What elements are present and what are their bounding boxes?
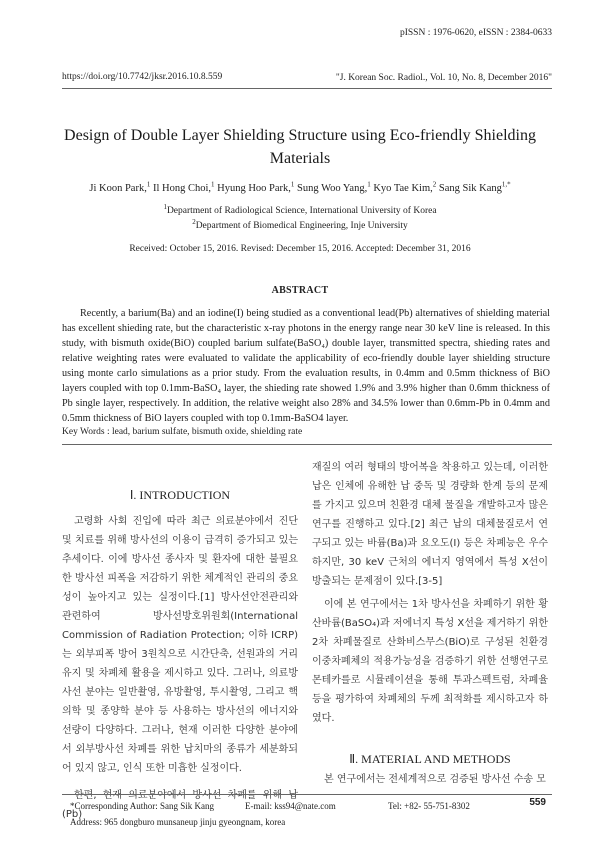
section-heading-introduction: Ⅰ. INTRODUCTION xyxy=(129,488,231,502)
manuscript-dates: Received: October 15, 2016. Revised: December 15, 2016. Accepted: December 31, 2016 xyxy=(129,244,471,254)
paragraph: 한편, 현재 의료분야에서 방사선 차폐를 위해 납(Pb) xyxy=(62,790,298,820)
footer-divider xyxy=(62,794,552,795)
keywords-divider xyxy=(62,444,552,445)
author-list xyxy=(40,180,560,194)
corresponding-tel: Tel: +82- 55-751-8302 xyxy=(388,801,470,811)
paragraph: 이에 본 연구에서는 1차 방사선을 차폐하기 위한 황산바륨(BaSO₄)과 저에너지 특성 X선을 제거하기 위한 2차 차폐물질로 산화비스무스(BiO)로 구성된 친환경 이중차폐체의 적용가능성을 검증하기 위한 선행연구로 몬테카를로 시뮬레이션을 통해 투과스펙트럼, 차폐율 등을 평가하여 차폐체의 두께 최적화를 제시하고자 하였다. xyxy=(312,599,548,724)
corresponding-email[interactable]: E-mail: kss94@nate.com xyxy=(245,801,336,811)
corresponding-author: *Corresponding Author: Sang Sik Kang xyxy=(70,801,214,811)
journal-citation: "J. Korean Soc. Radiol., Vol. 10, No. 8, December 2016" xyxy=(335,73,552,83)
corresponding-address: Address: 965 dongburo munsanеup jinju gyeongnam, korea xyxy=(70,817,286,827)
paper-title xyxy=(50,124,550,170)
affiliation-2: $^2$Department of Biomedical Engineering, Inje University xyxy=(192,217,408,231)
author: Kyo Tae Kim,$^2$ xyxy=(373,180,437,194)
left-column xyxy=(62,512,298,824)
right-column xyxy=(312,458,548,728)
doi-link[interactable]: https://doi.org/10.7742/jksr.2016.10.8.559 xyxy=(62,72,223,82)
affiliation-1: $^1$Department of Radiological Science, International University of Korea xyxy=(163,202,437,216)
author: Sung Woo Yang,$^1$ xyxy=(297,180,371,194)
paper-title-line-2: Materials xyxy=(269,150,331,167)
paragraph: 고령화 사회 진입에 따라 최근 의료분야에서 진단 및 치료를 위해 방사선의 이용이 급격히 증가되고 있는 추세이다. 이에 방사선 종사자 및 환자에 대한 불필요한 방사선 피폭을 저감하기 위한 체계적인 관리의 중요성이 높아지고 있는 실정이다.[1] 방사선안전관리와 관련하여 방사선방호위원회(International Commission of Radiation Protection; 이하 ICRP)는 외부피폭 방어 3원칙으로 시간단축, 선원과의 거리유지 및 차폐체 활용을 제시하고 있다. 그러나, 의료방사선 분야는 일반촬영, 유방촬영, 투시촬영, 그리고 핵의학 및 종양학 분야 등 사용하는 방사선의 에너지와 선량이 다양하다. 그러나, 현재 이러한 다양한 분야에서 외부방사선 차폐를 위한 납치마의 종류가 세분화되어 있지 않고, 인식 또한 미흡한 실정이다. xyxy=(62,516,298,774)
author: Il Hong Choi,$^1$ xyxy=(152,180,215,194)
author: Sang Sik Kang$^{1,*}$ xyxy=(438,180,511,194)
author: Ji Koon Park,$^1$ xyxy=(89,180,151,194)
right-column-continued xyxy=(312,770,548,789)
paragraph: 재질의 여러 형태의 방어복을 착용하고 있는데, 이러한 납은 인체에 유해한 납 중독 및 경량화 한계 등의 문제를 가지고 있으며 친환경 대체 물질을 개발하고자 많은 연구를 진행하고 있다.[2] 최근 납의 대체물질로서 연구되고 있는 바륨(Ba)과 요오도(I) 등은 차폐능은 우수하지만, 30 keV 근처의 에너지 영역에서 특성 X선이 방출되는 문제점이 있다.[3-5] xyxy=(312,462,548,587)
author: Hyung Hoo Park,$^1$ xyxy=(217,180,295,194)
section-heading-methods: Ⅱ. MATERIAL AND METHODS xyxy=(349,752,511,766)
paper-title-line-1: Design of Double Layer Shielding Structure using Eco-friendly Shielding xyxy=(64,127,536,144)
keywords: Key Words : lead, barium sulfate, bismuth oxide, shielding rate xyxy=(62,427,303,437)
abstract-text: Recently, a barium(Ba) and an iodine(I) being studied as a conventional lead(Pb) alternatives of shielding material has excellent shieding rate, but the characteristic x-ray photons in the energy range near 30 keV line is released. In this study, with bismuth oxide(BiO) coupled barium sulfate(BaSO₄) double layer, transmitted spectra, shieding rates and relative weighting rates were evaluated to validate the applicability of eco-friendly double layer shielding structure using monte carlo simulations as a prior study. From the evaluation results, in 0.4mm and 0.5mm thickness of BiO layers coupled with top 0.1mm-BaSO₄ layer, the shieding rate showed 1.9% and 3.9% higher than 0.6mm thickness of Pb single layer, respectively. In addition, the relative weight also 28% and 34.5% lower than 0.6mm-Pb in 0.4mm and 0.5mm thickness of BiO layers coupled with top 0.1mm-BaSO4 layer. xyxy=(62,308,550,424)
header-divider xyxy=(62,88,552,89)
paragraph: 본 연구에서는 전세계적으로 검증된 방사선 수송 모 xyxy=(324,774,546,785)
abstract-heading: ABSTRACT xyxy=(271,285,329,296)
page-number: 559 xyxy=(529,797,546,808)
issn-line: pISSN : 1976-0620, eISSN : 2384-0633 xyxy=(399,28,552,38)
